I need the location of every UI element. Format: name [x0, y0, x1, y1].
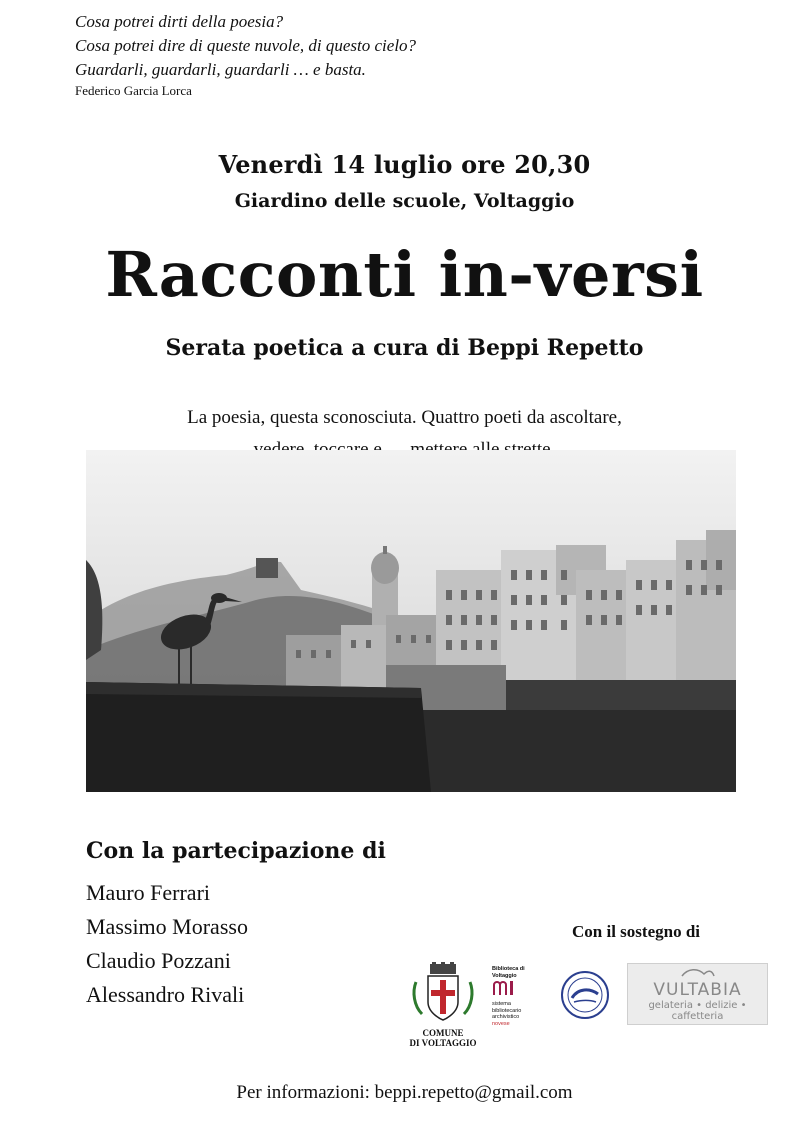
quote-line: Guardarli, guardarli, guardarli … e basta.	[75, 60, 366, 79]
list-item: Claudio Pozzani	[86, 948, 231, 973]
support-heading: Con il sostegno di	[572, 922, 700, 941]
biblioteca-logo	[492, 966, 544, 1026]
event-place: Giardino delle scuole, Voltaggio	[234, 190, 575, 212]
round-seal-logo	[560, 970, 610, 1020]
opening-quote	[75, 10, 575, 100]
town-photo-illustration	[86, 450, 736, 792]
biblio-t1: sistema	[492, 1001, 511, 1007]
biblio-title1: Biblioteca di	[492, 966, 525, 972]
vultabia-ornament-icon	[628, 966, 767, 980]
event-date: Venerdì 14 luglio ore 20,30	[218, 150, 591, 179]
town-photo	[86, 450, 736, 792]
comune-line1: COMUNE	[422, 1028, 464, 1038]
list-item: Mauro Ferrari	[86, 880, 211, 905]
coat-of-arms-icon	[408, 962, 478, 1024]
biblio-t3: archivistico	[492, 1014, 520, 1020]
quote-line: Cosa potrei dire di queste nuvole, di questo cielo?	[75, 36, 417, 55]
biblio-t2: bibliotecario	[492, 1007, 522, 1014]
vultabia-sub: gelateria • delizie • caffetteria	[648, 1000, 747, 1022]
vultabia-logo	[627, 963, 768, 1025]
participants-list	[86, 876, 248, 1012]
biblio-title2: Voltaggio	[492, 972, 517, 979]
quote-line: Cosa potrei dirti della poesia?	[75, 12, 284, 31]
event-subtitle: Serata poetica a cura di Beppi Repetto	[165, 335, 644, 361]
biblio-t4: novese	[492, 1020, 510, 1027]
contact-info: Per informazioni: beppi.repetto@gmail.com	[236, 1082, 573, 1103]
quote-author: Federico Garcia Lorca	[75, 83, 192, 98]
list-item: Alessandro Rivali	[86, 982, 245, 1007]
participants-heading: Con la partecipazione di	[86, 838, 386, 864]
seal-icon	[560, 970, 610, 1020]
description-line: La poesia, questa sconosciuta. Quattro poeti da ascoltare,	[187, 407, 622, 428]
event-title: Racconti in-versi	[105, 238, 704, 311]
list-item: Massimo Morasso	[86, 914, 248, 939]
library-mark-icon	[492, 979, 522, 997]
vultabia-name: VULTABIA	[653, 980, 742, 1000]
comune-voltaggio-logo	[408, 962, 478, 1046]
comune-line2: DI VOLTAGGIO	[409, 1038, 477, 1048]
